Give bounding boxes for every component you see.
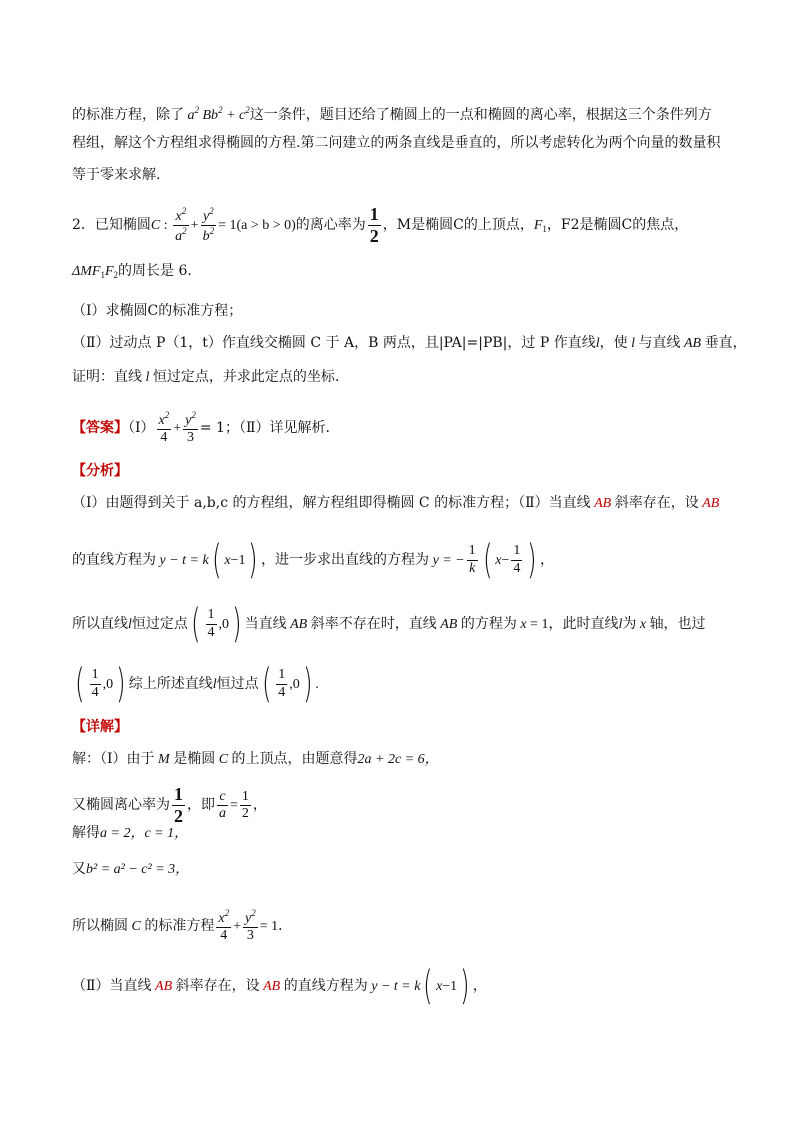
problem-part-2-line-2: 证明：直线 l 恒过定点，并求此定点的坐标. [72,369,340,385]
detail-line1-c: 的上顶点，由题意得 [231,751,358,767]
analysis-line3-c: 当直线 [244,616,287,632]
detail-line1-a: 解：（Ⅰ）由于 [72,751,155,767]
detail-eq-2a2c: 2a + 2c = 6， [357,752,439,767]
detail-line1-b: 是椭圆 [173,751,216,767]
analysis-label: 【分析】 [72,463,128,479]
detail-line-1: 解：（Ⅰ）由于 M 是椭圆 C 的上顶点，由题意得2a + 2c = 6， [72,751,439,767]
detail-line3-a: 解得 [72,825,100,841]
frac-y2-b2: $\frac{y^2}{b^2}$ [202,205,215,244]
analysis-line-2: 的直线方程为 y − t = k( x−1) ，进一步求出直线的方程为 y = − $\frac{1}{k}$ ( x− $\frac{1}{4}$ ) ， [72,537,555,583]
analysis-line4-b: 恒过点 [216,676,259,692]
answer-frac-x: $\frac{x^2}{4}$ [158,410,170,446]
detail-line-3 [72,826,188,841]
detail-eq-ac: a = 2，c = 1， [100,826,189,841]
answer-line: 【答案】（Ⅰ） $\frac{x^2}{4}$ + $\frac{y^2}{3}$ = 1；（Ⅱ）详见解析. [72,410,330,446]
eccentricity-label: 的离心率为 [295,217,366,234]
detail-line-5: 所以椭圆 C 的标准方程 $\frac{x^2}{4}$ + $\frac{y^2}{3}$ = 1． [72,908,293,944]
analysis-line3-f: ，此时直线 [548,616,619,632]
focus-f1: F [533,218,543,234]
part2-text-c: ，使 [599,335,628,351]
part2-text-a: （Ⅱ）过动点 P（1，t）作直线交椭圆 C 于 A，B 两点，且|PA|=|PB|，过 P 作直线 [72,335,596,351]
analysis-text-a: （Ⅰ）由题得到关于 a,b,c 的方程组，解方程组即得椭圆 C 的标准方程；（Ⅱ）当直线 [72,495,591,511]
frac-x2-a2: $\frac{x^2}{a^2}$ [175,205,187,244]
detail-line6-b: 斜率存在，设 [175,978,260,994]
detail-eq-b2: b² = a² − c² = 3， [86,862,190,877]
problem-number: 2．已知椭圆 [72,217,151,234]
intro-text-a: 的标准方程，除了 [72,107,184,123]
intro-math: $a^2$ $Bb^2 + c^2$ [184,105,250,123]
analysis-line-1: （Ⅰ）由题得到关于 a,b,c 的方程组，解方程组即得椭圆 C 的标准方程；（Ⅱ）当直线 AB 斜率存在，设 AB [72,495,720,511]
detail-label: 【详解】 [72,719,128,735]
analysis-line-4: ( $\frac{1}{4}$ ,0) 综上所述直线l恒过点( $\frac{1}{4}$ ,0) . [75,661,319,707]
detail-line6-c: 的直线方程为 [283,978,368,994]
analysis-line3-h: 轴，也过 [649,616,706,632]
ellipse-symbol: C [150,218,161,234]
focus-text: ，F2是椭圆C的焦点， [546,217,689,234]
intro-line-1 [72,106,712,123]
part2-text-d: 与直线 [638,335,681,351]
analysis-line3-a: 所以直线 [72,616,128,632]
detail-line5-b: 的标准方程 [144,918,215,935]
analysis-line3-b: 恒过定点 [131,616,188,632]
analysis-line2-b: ，进一步求出直线的方程为 [261,552,430,568]
ellipse-condition: = 1(a > b > 0) [218,218,296,234]
analysis-line-3: 所以直线l恒过定点( $\frac{1}{4}$ ,0) 当直线 AB 斜率不存在时，直线 AB 的方程为 x = 1，此时直线l为 x 轴，也过 [72,601,706,647]
intro-line-3: 等于零来求解. [72,167,161,183]
answer-label: 【答案】 [72,420,128,437]
triangle-symbol: ΔMF [72,264,101,279]
intro-line-2: 程组，解这个方程组求得椭圆的方程.第二问建立的两条直线是垂直的，所以考虑转化为两个向量的数量积 [72,135,721,151]
detail-line6-a: （Ⅱ）当直线 [72,978,152,994]
detail-line-6: （Ⅱ）当直线 AB 斜率存在，设 AB 的直线方程为 y − t = k( x−1) ， [72,963,487,1009]
analysis-line4-a: 综上所述直线 [128,676,213,692]
problem-line-1: 2．已知椭圆C : $\frac{x^2}{a^2}$ + $\frac{y^2}{b^2}$ = 1(a > b > 0)的离心率为 $\frac{1}{2}$ ，M是椭圆C的上顶点，$F_1$，F2是椭圆C的焦点， [72,204,689,246]
detail-line2-b: ，即 [187,797,215,814]
frac-eccentricity: $\frac{1}{2}$ [369,204,379,246]
analysis-line3-g: 为 [622,616,637,632]
detail-line-2: 又椭圆离心率为 $\frac{1}{2}$ ，即 $\frac{c}{a}$ = $\frac{1}{2}$ ， [72,784,267,826]
detail-line5-a: 所以椭圆 [72,918,128,935]
analysis-text-b: 斜率存在，设 [614,495,699,511]
answer-part2: = 1；（Ⅱ）详见解析. [199,420,330,437]
part2-line2-a: 证明：直线 [72,369,142,385]
analysis-line3-e: 的方程为 [460,616,517,632]
problem-line-2: $\Delta MF_1F_2$的周长是 6. [72,263,192,280]
part2-text-e: 垂直， [704,335,747,351]
answer-part1: （Ⅰ） [128,420,155,437]
problem-part-2-line-1: （Ⅱ）过动点 P（1，t）作直线交椭圆 C 于 A，B 两点，且|PA|=|PB|，过 P 作直线l，使 l 与直线 AB 垂直， [72,335,747,351]
part2-line2-b: 恒过定点，并求此定点的坐标. [152,369,340,385]
vertex-text: ，M是椭圆C的上顶点， [382,217,534,234]
answer-frac-y: $\frac{y^2}{3}$ [185,410,196,446]
analysis-line3-d: 斜率不存在时，直线 [310,616,437,632]
analysis-line2-a: 的直线方程为 [72,552,156,568]
line-l-symbol: l [595,336,600,351]
detail-line4-a: 又 [72,861,86,877]
detail-line2-a: 又椭圆离心率为 [72,797,170,814]
detail-line-4 [72,862,189,877]
intro-text-c: 这一条件，题目还给了椭圆上的一点和椭圆的离心率，根据这三个条件列方 [249,107,712,123]
problem-part-1: （Ⅰ）求椭圆C的标准方程； [72,303,243,319]
triangle-perimeter-text: 的周长是 6. [118,263,192,279]
